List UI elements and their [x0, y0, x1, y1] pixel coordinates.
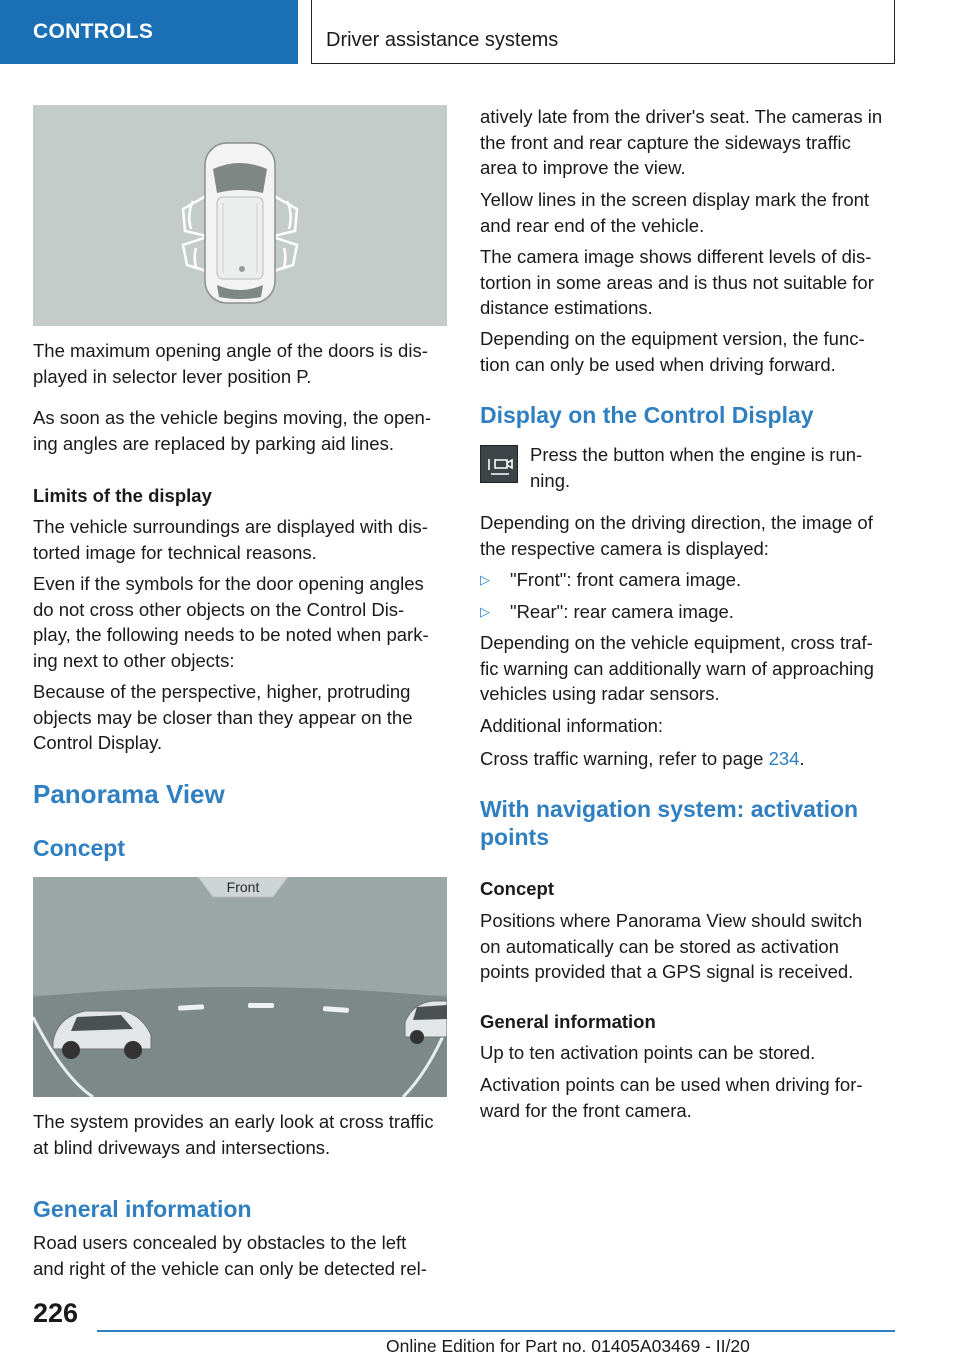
subheading-general-information: General information [480, 1011, 656, 1032]
triangle-bullet-icon: ▷ [480, 604, 490, 619]
paragraph: atively late from the driver's seat. The cameras in the front and rear capture the sideways traffic area to improve the view. [480, 106, 883, 178]
paragraph: Up to ten activation points can be stored. [480, 1042, 816, 1063]
section-tab [311, 0, 895, 64]
page-link[interactable]: 234 [768, 748, 800, 769]
paragraph: The camera image shows different levels of dis- tortion in some areas and is thus not suitable for distance estimations. [480, 246, 874, 318]
paragraph: Press the button when the engine is run- ning. [530, 444, 863, 491]
paragraph: Yellow lines in the screen display mark the front and rear end of the vehicle. [480, 189, 870, 236]
subheading-concept: Concept [480, 878, 554, 899]
heading-navigation-activation-points: With navigation system: activation points [480, 796, 859, 850]
paragraph: The system provides an early look at cross traffic at blind driveways and intersections. [33, 1111, 434, 1158]
section-title: Driver assistance systems [326, 29, 559, 51]
paragraph: Because of the perspective, higher, protruding objects may be closer than they appear on the Control Display. [33, 681, 413, 753]
heading-panorama-view: Panorama View [33, 779, 225, 809]
heading-general-information: General information [33, 1196, 252, 1222]
paragraph: Additional information: [480, 715, 664, 736]
paragraph: Cross traffic warning, refer to page 234. [480, 748, 805, 769]
subheading-limits: Limits of the display [33, 485, 212, 506]
heading-display-on-control-display: Display on the Control Display [480, 402, 814, 428]
paragraph: Road users concealed by obstacles to the left and right of the vehicle can only be detected rel- [33, 1232, 427, 1279]
chapter-tab[interactable]: CONTROLS [0, 0, 298, 64]
heading-concept: Concept [33, 835, 125, 861]
paragraph: Even if the symbols for the door opening angles do not cross other objects on the Control Dis- play, the following needs to be noted when park- ing next to other objects: [33, 573, 429, 671]
triangle-bullet-icon: ▷ [480, 572, 490, 587]
paragraph: Depending on the equipment version, the func- tion can only be used when driving forward. [480, 328, 865, 375]
paragraph: Depending on the vehicle equipment, cross traf- fic warning can additionally warn of approaching vehicles using radar sensors. [480, 632, 874, 704]
paragraph: As soon as the vehicle begins moving, the open- ing angles are replaced by parking aid lines. [33, 407, 431, 454]
paragraph: The vehicle surroundings are displayed with dis- torted image for technical reasons. [33, 516, 428, 563]
page-header [0, 0, 960, 68]
page-number: 226 [33, 1298, 79, 1328]
edition-text: Online Edition for Part no. 01405A03469 - II/20 [386, 1336, 750, 1356]
front-camera-illustration [33, 877, 447, 1097]
paragraph: Positions where Panorama View should switch on automatically can be stored as activation points provided that a GPS signal is received. [480, 910, 863, 982]
paragraph: The maximum opening angle of the doors is dis- played in selector lever position P. [33, 340, 428, 387]
front-label: Front [226, 879, 260, 895]
car-door-angle-illustration [33, 105, 447, 326]
paragraph: Depending on the driving direction, the image of the respective camera is displayed: [480, 512, 873, 559]
paragraph: Activation points can be used when driving for- ward for the front camera. [480, 1074, 863, 1121]
camera-button-icon [480, 445, 518, 483]
footer-divider [97, 1330, 895, 1332]
